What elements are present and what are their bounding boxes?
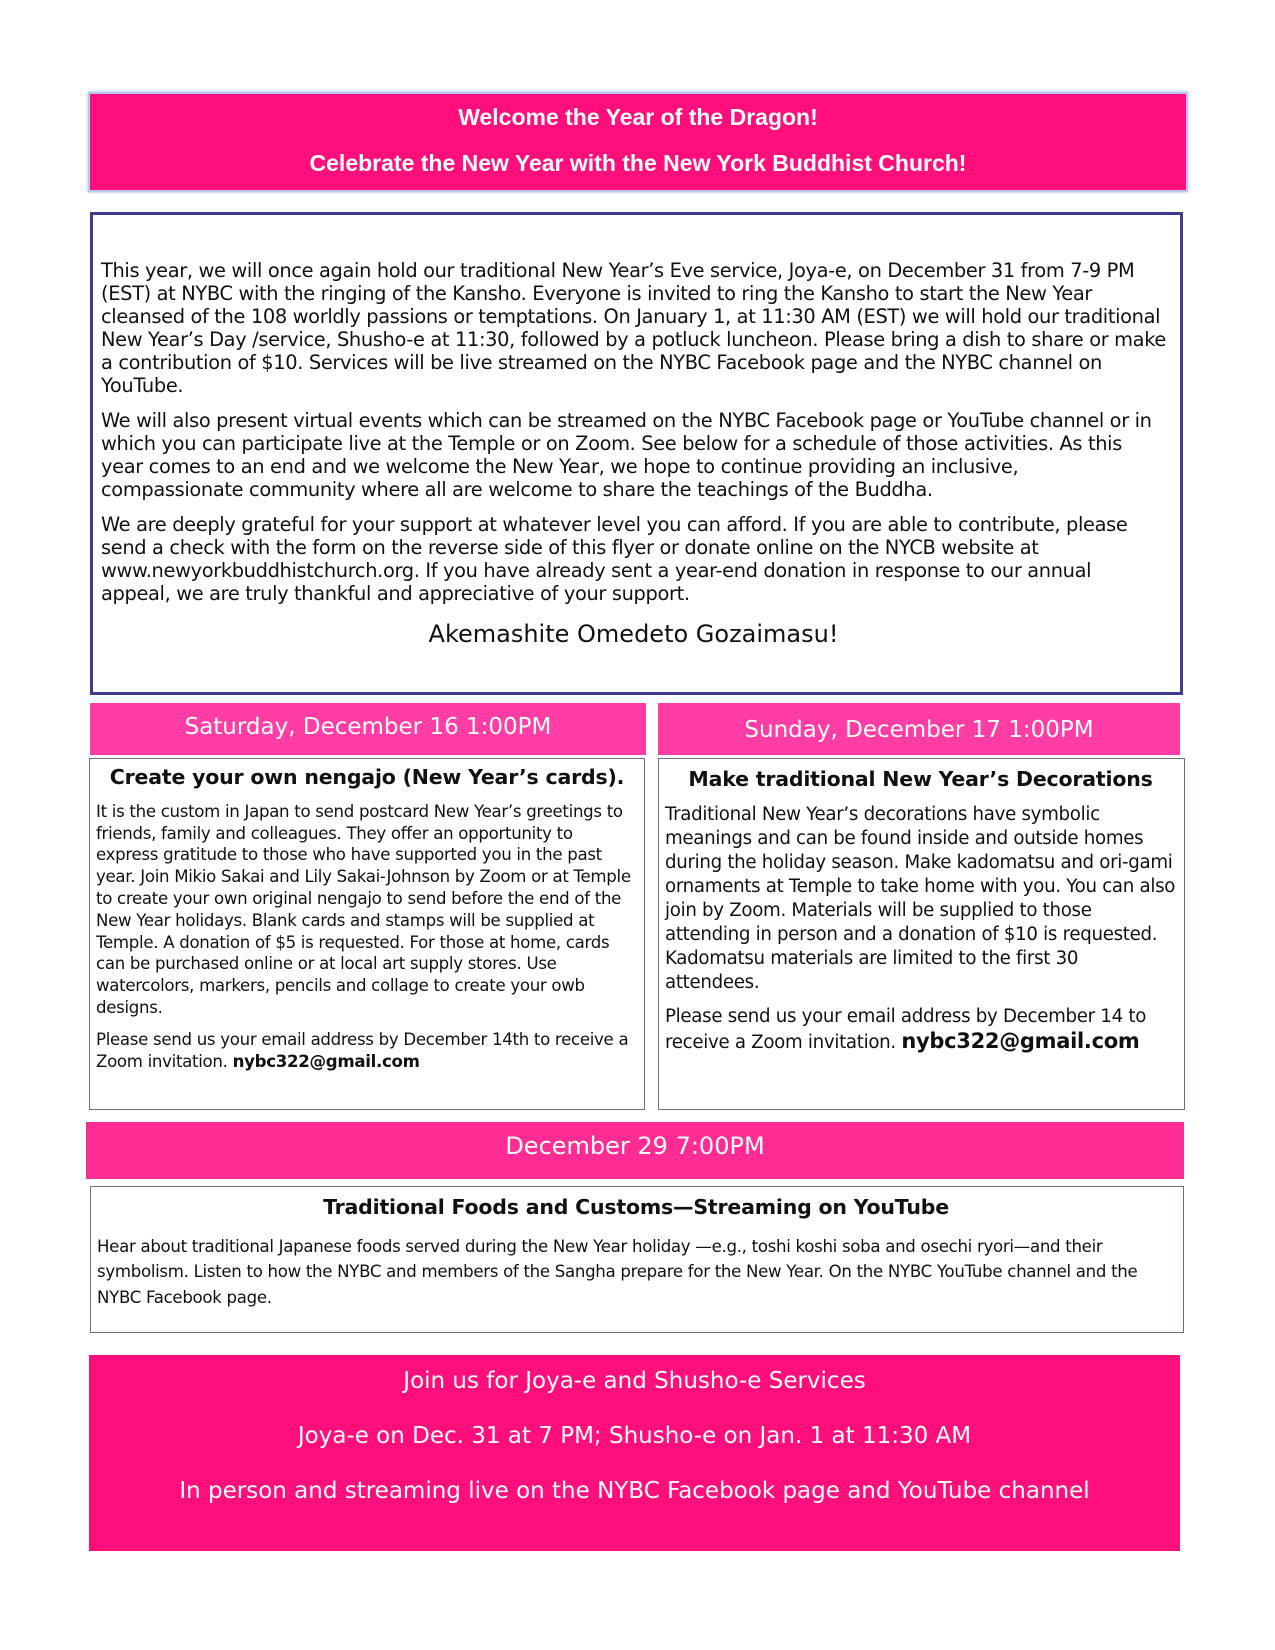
dec29-event-title: Traditional Foods and Customs—Streaming on YouTube [323, 1195, 949, 1219]
header-banner [88, 92, 1188, 192]
saturday-event-box [89, 758, 645, 1110]
intro-box [90, 212, 1183, 695]
services-banner-heading: Join us for Joya-e and Shusho-e Services [403, 1368, 866, 1394]
services-banner-times: Joya-e on Dec. 31 at 7 PM; Shusho-e on Jan. 1 at 11:30 AM [297, 1423, 972, 1449]
dec29-event-box [90, 1186, 1184, 1333]
sunday-date-bar: Sunday, December 17 1:00PM [658, 703, 1180, 755]
saturday-date-bar: Saturday, December 16 1:00PM [90, 703, 646, 755]
sunday-event-title: Make traditional New Year’s Decorations [688, 767, 1153, 791]
saturday-signup-text: Please send us your email address by December 14th to receive a Zoom invitation. [96, 1029, 629, 1071]
sunday-email-link[interactable]: nybc322@gmail.com [901, 1029, 1140, 1053]
sunday-signup-text: Please send us your email address by December 14 to receive a Zoom invitation. [665, 1006, 1147, 1053]
intro-greeting: Akemashite Omedeto Gozaimasu! [428, 620, 839, 648]
saturday-email-link[interactable]: nybc322@gmail.com [232, 1051, 420, 1071]
services-banner [89, 1355, 1180, 1551]
services-banner-streaming: In person and streaming live on the NYBC Facebook page and YouTube channel [179, 1478, 1090, 1504]
intro-paragraph-3: We are deeply grateful for your support at whatever level you can afford. If you are able to contribute, please send a check with the form on the reverse side of this flyer or donate online on the NYCB website at www.newyorkbuddhistchurch.org. If you have already sent a year-end donation in response to our annual appeal, we are truly thankful and appreciative of your support. [101, 513, 1128, 605]
header-title: Welcome the Year of the Dragon! [458, 104, 818, 130]
dec29-date-bar: December 29 7:00PM [86, 1122, 1184, 1179]
saturday-event-body: It is the custom in Japan to send postcard New Year’s greetings to friends, family and colleagues. They offer an opportunity to express gratitude to those who have supported you in the past year. Join Mikio Sakai and Lily Sakai-Johnson by Zoom or at Temple to create your own original nengajo to send before the end of the New Year holidays. Blank cards and stamps will be supplied at Temple. A donation of $5 is requested. For those at home, cards can be purchased online or at local art supply stores. Use watercolors, markers, pencils and collage to create your owb designs. [96, 801, 631, 1017]
intro-paragraph-2: We will also present virtual events which can be streamed on the NYBC Facebook page or YouTube channel or in which you can participate live at the Temple or on Zoom. See below for a schedule of those activities. As this year comes to an end and we welcome the New Year, we hope to continue providing an inclusive, compassionate community where all are welcome to share the teachings of the Buddha. [101, 409, 1152, 501]
dec29-event-body: Hear about traditional Japanese foods served during the New Year holiday —e.g., toshi koshi soba and osechi ryori—and their symbolism. Listen to how the NYBC and members of the Sangha prepare for the New Year. On the NYBC YouTube channel and the NYBC Facebook page. [97, 1236, 1138, 1307]
header-subtitle: Celebrate the New Year with the New York Buddhist Church! [309, 150, 967, 176]
sunday-event-box [658, 758, 1185, 1110]
saturday-event-signup [96, 1029, 638, 1073]
intro-paragraph-1: This year, we will once again hold our traditional New Year’s Eve service, Joya-e, on December 31 from 7-9 PM (EST) at NYBC with the ringing of the Kansho. Everyone is invited to ring the Kansho to start the New Year cleansed of the 108 worldly passions or temptations. On January 1, at 11:30 AM (EST) we will hold our traditional New Year’s Day /service, Shusho-e at 11:30, followed by a potluck luncheon. Please bring a dish to share or make a contribution of $10. Services will be live streamed on the NYBC Facebook page and the NYBC channel on YouTube. [101, 259, 1166, 397]
sunday-event-signup [665, 1005, 1176, 1055]
saturday-event-title: Create your own nengajo (New Year’s cards). [109, 765, 625, 789]
sunday-event-body: Traditional New Year’s decorations have symbolic meanings and can be found inside and outside homes during the holiday season. Make kadomatsu and ori-gami ornaments at Temple to take home with you. You can also join by Zoom. Materials will be supplied to those attending in person and a donation of $10 is requested. Kadomatsu materials are limited to the first 30 attendees. [665, 804, 1176, 993]
